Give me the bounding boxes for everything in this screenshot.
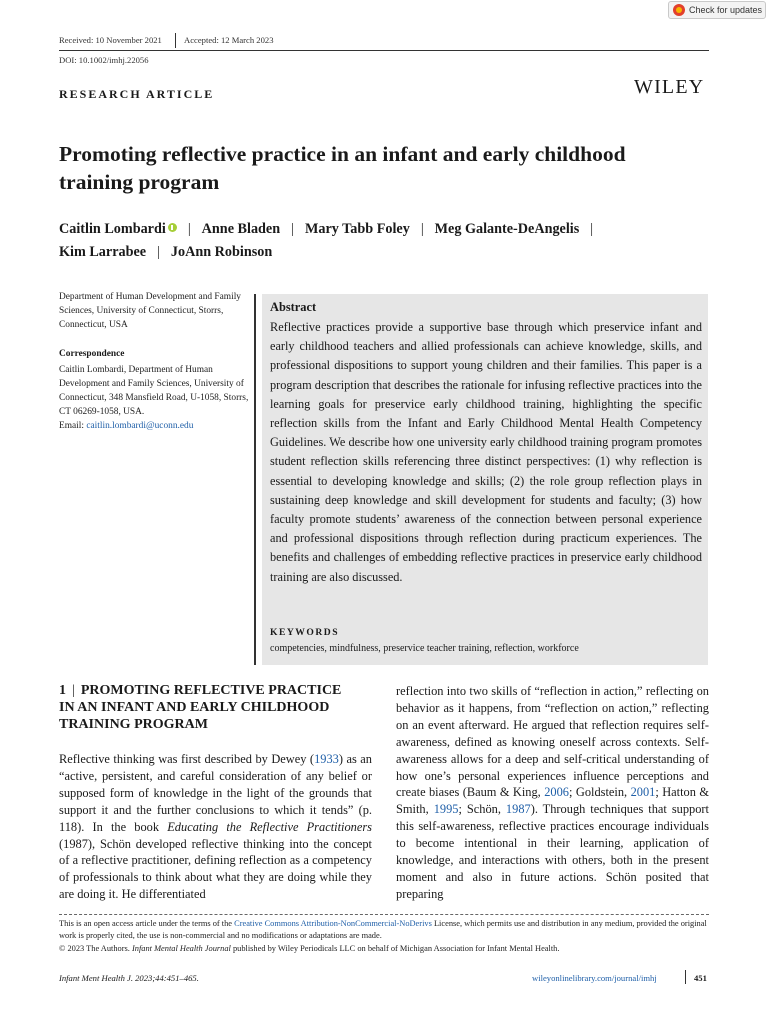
footnote-rule	[59, 914, 709, 915]
journal-citation: Infant Ment Health J. 2023;44:451–465.	[59, 973, 199, 983]
section-number: 1	[59, 683, 66, 698]
journal-url-link[interactable]: wileyonlinelibrary.com/journal/imhj	[532, 973, 657, 983]
header-separator	[175, 33, 176, 48]
citation-link[interactable]: 2001	[630, 785, 656, 800]
citation-link[interactable]: 1987	[505, 802, 531, 817]
journal-name: Infant Mental Health Journal	[131, 943, 231, 953]
body-text: (1987), Schön developed reflective thinking into the concept of a reflective practitioner, defining reflection as a competency of professionals to think about what they are doing while they are doing it. He differentiated	[59, 836, 372, 902]
correspondence	[59, 363, 251, 433]
accepted-date: Accepted: 12 March 2023	[184, 35, 274, 45]
abstract-heading: Abstract	[270, 300, 317, 314]
article-title: Promoting reflective practice in an infant and early childhood training program	[59, 142, 626, 194]
citation-link[interactable]: 1995	[433, 802, 459, 817]
citation-link[interactable]: 1933	[314, 752, 339, 766]
footnote-text: License, which permits use and distribution in any medium, provided the original work is properly cited, the use is non-commercial and no modifications or adaptations are made.	[59, 919, 707, 941]
author-name: Meg Galante-DeAngelis	[434, 221, 580, 237]
body-text: ). Through techniques that support this self-awareness, reflective practices encourage individuals to become intentional in their learning, application of knowledge, and interactions with others, both in the present moment and also in future actions. Schön posited that preparing	[396, 802, 709, 901]
abstract-text: Reflective practices provide a supportive base through which preservice infant and early childhood teachers and allied professionals can achieve knowledge, skills, and professional dispositions to support young children and their families. This paper is a program description that describes the rationale for infusing reflective practices into the learning goals for preservice early childhood training, highlighting the specific reflection skills from the Infant and Early Childhood Mental Health Competency Guidelines. We describe how one university early childhood training program promotes student reflection skills referencing three distinct perspectives: (1) why reflection is essential to developing knowledge and skills; (2) the role group reflection plays in sustaining deep knowledge and skill development for students and faculty; (3) how faculty promote students’ awareness of the connection between personal experience and professional dispositions through reflection during practicum experiences. The benefits and challenges of embedding reflective practices in preservice early childhood training are also discussed.	[270, 320, 702, 584]
correspondence-text: Caitlin Lombardi, Department of Human Development and Family Sciences, University of Connecticut, 348 Mansfield Road, U-1058, Storrs, CT 06269-1058, USA.	[59, 365, 249, 417]
orcid-icon[interactable]	[168, 223, 177, 232]
author-name: Kim Larrabee	[59, 244, 147, 260]
page-number: 451	[694, 973, 707, 983]
body-text: Reflective thinking was first described by Dewey (	[59, 752, 315, 766]
doi: DOI: 10.1002/imhj.22056	[59, 55, 149, 65]
book-title: Educating the Reflective Practitioners	[167, 819, 373, 834]
footnote-text: © 2023 The Authors.	[59, 943, 132, 953]
footer-separator	[685, 970, 686, 984]
footnote-text: published by Wiley Periodicals LLC on behalf of Michigan Association for Infant Mental Health.	[230, 943, 560, 953]
footnote-text: This is an open access article under the terms of the	[59, 919, 235, 928]
body-text: ; Hatton & Smith,	[396, 785, 710, 817]
received-date: Received: 10 November 2021	[59, 35, 162, 45]
section-title: PROMOTING REFLECTIVE PRACTICE IN AN INFANT AND EARLY CHILDHOOD TRAINING PROGRAM	[59, 683, 342, 732]
body-text: reflection into two skills of “reflection in action,” reflecting on behavior as it happens, from “reflection on action,” reflecting on an event afterward. He argued that reflection requires self-awareness, defined as knowing oneself across contexts. Self-awareness allows for a deep and self-critical understanding of how one’s personal experiences influence perceptions and create biases (Baum & King,	[396, 684, 709, 800]
email-link[interactable]: caitlin.lombardi@uconn.edu	[86, 421, 194, 431]
author-name: Caitlin Lombardi	[59, 221, 166, 237]
keywords-text: competencies, mindfulness, preservice teacher training, reflection, workforce	[270, 643, 579, 654]
body-text: ; Schön,	[458, 802, 506, 817]
body-text: ; Goldstein,	[569, 785, 631, 800]
section-heading: 1 | PROMOTING REFLECTIVE PRACTICE IN AN INFANT AND EARLY CHILDHOOD TRAINING PROGRAM	[59, 683, 342, 732]
license-link[interactable]: Creative Commons Attribution-NonCommercial-NoDerivs	[234, 919, 432, 928]
abstract-rule	[254, 294, 256, 665]
author-name: JoAnn Robinson	[170, 244, 273, 260]
check-for-updates-label: Check for updates	[689, 5, 763, 15]
keywords-heading: KEYWORDS	[270, 627, 340, 638]
header-rule	[59, 50, 709, 51]
article-type: RESEARCH ARTICLE	[59, 87, 215, 101]
author-name: Anne Bladen	[201, 221, 281, 237]
correspondence-heading: Correspondence	[59, 349, 125, 359]
body-column-right	[396, 683, 709, 903]
body-text: ) as an “active, persistent, and careful consideration of any belief or supposed form of knowledge in the light of the grounds that support it and the further conclusions to which it tends” (p. 118). In the book	[59, 752, 372, 834]
check-for-updates-button[interactable]	[668, 1, 766, 19]
crossmark-icon	[673, 4, 685, 16]
author-list: Caitlin Lombardi | Anne Bladen | Mary Tabb Foley | Meg Galante-DeAngelis | Kim Larrabee | JoAnn Robinson	[59, 221, 594, 260]
publisher-logo: WILEY	[634, 76, 705, 98]
author-name: Mary Tabb Foley	[304, 221, 410, 237]
email-label: Email:	[59, 421, 87, 431]
body-column-left	[59, 751, 372, 903]
license-footnote	[59, 918, 709, 955]
citation-link[interactable]: 2006	[544, 785, 569, 800]
affiliation: Department of Human Development and Family Sciences, University of Connecticut, Storrs, Connecticut, USA	[59, 292, 241, 330]
